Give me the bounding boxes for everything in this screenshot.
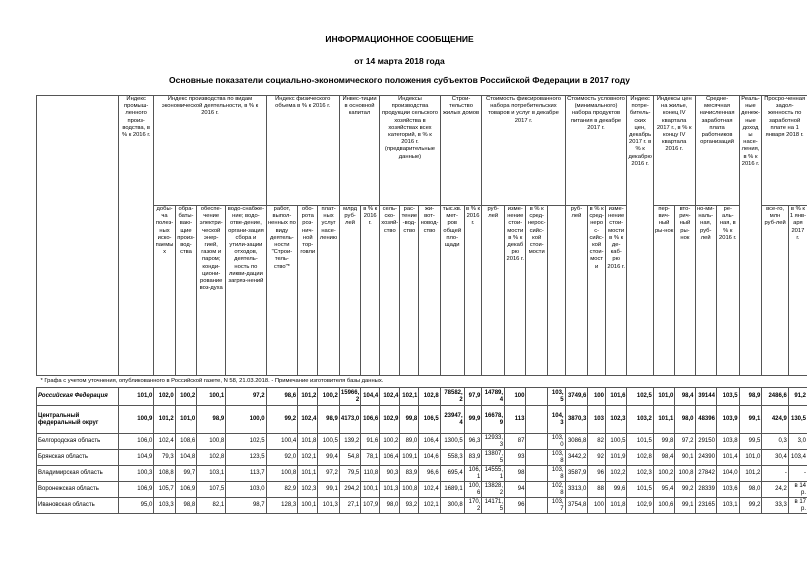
table-cell: 96,3 — [464, 434, 482, 450]
table-cell: 100,1 — [197, 388, 226, 406]
table-cell — [526, 388, 547, 406]
table-cell: 102,1 — [400, 388, 419, 406]
table-cell: 98,4 — [675, 388, 695, 406]
table-cell: 24,2 — [762, 482, 788, 498]
table-cell: 102,1 — [419, 498, 440, 514]
table-cell: 102,8 — [419, 388, 440, 406]
table-cell: 89,0 — [400, 434, 419, 450]
table-cell: 99,1 — [675, 498, 695, 514]
table-cell: 82,9 — [266, 482, 298, 498]
table-cell: 92,0 — [266, 450, 298, 466]
table-cell: 102,4 — [419, 482, 440, 498]
column-subheader: обо-рота роз-нич-ной тор-говли — [298, 206, 318, 376]
column-subheader: изме-нение стои-мости в % к декабрю 2016 г. — [505, 206, 526, 376]
table-cell: 100 — [588, 498, 606, 514]
table-cell: 83,9 — [464, 450, 482, 466]
table-cell: 1300,5 — [440, 434, 464, 450]
table-cell: 102,2 — [605, 466, 626, 482]
region-name: Центральный федеральный округ — [37, 406, 119, 434]
table-cell: 106,1 — [464, 466, 482, 482]
column-header: Индексы производства продукции сельского хозяйства в хозяйствах всех категорий, в % к 2016 г. (предварительные данные) — [380, 96, 441, 206]
table-cell: 93,2 — [400, 498, 419, 514]
table-cell: 103,7 — [547, 498, 565, 514]
table-cell: 98,9 — [197, 406, 226, 434]
table-cell: 103,8 — [547, 450, 565, 466]
table-cell: 103,9 — [716, 406, 739, 434]
table-cell — [526, 498, 547, 514]
column-subheader: млрд руб-лей — [339, 206, 360, 376]
table-row — [37, 406, 807, 434]
table-cell: 108,6 — [175, 434, 196, 450]
table-cell: 103,4 — [788, 450, 807, 466]
column-subheader: вто-рич-ный ры-нок — [675, 206, 695, 376]
table-cell: 103,3 — [154, 498, 175, 514]
table-cell: в 14 р. — [788, 482, 807, 498]
table-cell: 102,3 — [605, 406, 626, 434]
table-cell: 100,4 — [266, 434, 298, 450]
table-cell: 13828,2 — [482, 482, 505, 498]
column-subheader: тыс.кв. мет-ров общей пло-щади — [440, 206, 464, 376]
table-cell: 99,2 — [266, 406, 298, 434]
column-header: Индекс потре-битель-ских цен, декабрь 2017 г. в % к декабрю 2016 г. — [627, 96, 653, 376]
table-cell: 4173,0 — [339, 406, 360, 434]
table-cell: 100,8 — [675, 466, 695, 482]
table-cell: 101,6 — [605, 388, 626, 406]
table-cell: 98,8 — [175, 498, 196, 514]
column-header: Индекс промыш-ленного произ-водства, в % к 2016 г. — [119, 96, 154, 376]
table-cell: 100,0 — [226, 406, 266, 434]
table-cell: 123,5 — [226, 450, 266, 466]
table-cell: 78582,2 — [440, 388, 464, 406]
column-header: Инвес-тиции в основной капитал — [339, 96, 379, 206]
column-subheader: водо-снабже-ние; водо-отве-дение, органи-зация сбора и утили-зации отходов, деятель-ность по ликви-дации загряз-нений — [226, 206, 266, 376]
table-cell: 99,5 — [739, 434, 762, 450]
table-cell: 102,4 — [154, 434, 175, 450]
table-cell: 106,9 — [119, 482, 154, 498]
table-cell: 113,7 — [226, 466, 266, 482]
table-cell: 104,9 — [119, 450, 154, 466]
table-cell: 101,0 — [175, 406, 196, 434]
table-cell: 24390 — [695, 450, 716, 466]
table-cell: 99,4 — [318, 450, 339, 466]
table-cell: 102,1 — [298, 450, 318, 466]
table-cell: 99,9 — [464, 406, 482, 434]
footnote: * Графа с учетом уточнения, опубликованного в Российской газете, N 58, 21.03.2018. - Примечание изготовителя базы данных. — [37, 376, 807, 388]
table-cell: 98,0 — [675, 406, 695, 434]
table-cell: 100,5 — [318, 434, 339, 450]
table-cell: 106,6 — [361, 406, 380, 434]
table-cell: 101,3 — [380, 482, 400, 498]
table-cell: 101,2 — [154, 406, 175, 434]
table-cell: 96,6 — [419, 466, 440, 482]
column-subheader: в % к 1 янв-аря 2017 г. — [788, 206, 807, 376]
table-cell: 82 — [588, 434, 606, 450]
table-cell: 95,0 — [119, 498, 154, 514]
table-cell: 82,1 — [197, 498, 226, 514]
table-cell: 100,5 — [605, 434, 626, 450]
table-cell: 98 — [505, 466, 526, 482]
table-cell: 39144 — [695, 388, 716, 406]
table-cell: 101,8 — [605, 498, 626, 514]
table-cell: 101,1 — [653, 406, 674, 434]
table-cell: 3749,6 — [565, 388, 588, 406]
region-name: Российская Федерация — [37, 388, 119, 406]
table-cell: 2486,6 — [762, 388, 788, 406]
table-cell: 98,0 — [380, 498, 400, 514]
column-subheader: все-го, млн руб-лей — [762, 206, 788, 376]
table-cell: 16678,9 — [482, 406, 505, 434]
column-subheader — [547, 206, 565, 376]
table-cell: 103,1 — [197, 466, 226, 482]
table-cell: 103,6 — [716, 482, 739, 498]
table-cell: 88 — [588, 482, 606, 498]
column-subheader: сель-ско-хозяй-ство — [380, 206, 400, 376]
column-subheader: но-ми-наль-ная, руб-лей — [695, 206, 716, 376]
column-subheader: рас-тение-вод-ство — [400, 206, 419, 376]
table-cell: 424,9 — [762, 406, 788, 434]
table-cell: 128,3 — [266, 498, 298, 514]
document-subtitle: Основные показатели социально-экономического положения субъектов Российской Федерации в 2017 году — [169, 75, 630, 85]
table-cell: 101,0 — [739, 450, 762, 466]
table-cell: 102,8 — [197, 450, 226, 466]
table-cell: 100 — [588, 388, 606, 406]
table-cell: 48396 — [695, 406, 716, 434]
table-cell: 14789,4 — [482, 388, 505, 406]
table-cell: 102,9 — [380, 406, 400, 434]
column-header: Стоимость условного (минимального) набора продуктов питания в декабре 2017 г. — [565, 96, 627, 206]
table-cell: 95,4 — [653, 482, 674, 498]
table-cell: 101,0 — [653, 388, 674, 406]
table-cell: 101,5 — [627, 434, 653, 450]
table-cell: 104,4 — [361, 388, 380, 406]
table-cell: 97,2 — [318, 466, 339, 482]
table-cell: 102,8 — [547, 482, 565, 498]
column-header: Средне-месячная начисленная заработная плата работников организаций — [695, 96, 739, 206]
table-cell: 101,0 — [119, 388, 154, 406]
table-cell: 91,2 — [788, 388, 807, 406]
table-cell: 100 — [505, 388, 526, 406]
table-cell: 12933,3 — [482, 434, 505, 450]
table-cell: 94 — [505, 482, 526, 498]
region-name: Ивановская область — [37, 498, 119, 514]
table-cell: 108,8 — [154, 466, 175, 482]
table-cell: 100,2 — [175, 388, 196, 406]
table-cell: 109,1 — [400, 450, 419, 466]
table-cell: 28339 — [695, 482, 716, 498]
document-date: от 14 марта 2018 года — [354, 56, 445, 66]
column-subheader: в % к 2016 г. — [464, 206, 482, 376]
column-subheader: ре-аль-ная, в % к 2016 г. — [716, 206, 739, 376]
column-subheader: изме-нение стои-мости в % к де-каб-рю 2016 г. — [605, 206, 626, 376]
table-cell: 3587,9 — [565, 466, 588, 482]
table-cell: 100,3 — [119, 466, 154, 482]
table-cell — [526, 450, 547, 466]
column-subheader: в % к сред-нерос-сийс-кой стои-мости — [526, 206, 547, 376]
table-cell: 14555,1 — [482, 466, 505, 482]
table-cell: 100,1 — [361, 482, 380, 498]
table-cell: 100,8 — [400, 482, 419, 498]
table-cell: 100,1 — [298, 498, 318, 514]
indicators-table — [36, 95, 807, 514]
table-cell: 97,9 — [464, 388, 482, 406]
table-cell: 103,0 — [226, 482, 266, 498]
table-cell: 106,5 — [419, 406, 440, 434]
column-subheader: пер-вич-ный ры-нок — [653, 206, 674, 376]
table-cell: 3,0 — [788, 434, 807, 450]
column-subheader: в % к 2016 г. — [361, 206, 380, 376]
table-cell: 27,1 — [339, 498, 360, 514]
table-cell: 113 — [505, 406, 526, 434]
table-cell: 103 — [588, 406, 606, 434]
table-cell: 103,8 — [547, 466, 565, 482]
table-cell: 102,5 — [226, 434, 266, 450]
column-header: Просро-ченная задол-женность по заработной плате на 1 января 2018 г. — [762, 96, 807, 206]
column-subheader: обра-баты-ваю-щие произ-вод-ства — [175, 206, 196, 376]
table-cell — [526, 482, 547, 498]
table-cell: 96 — [588, 466, 606, 482]
table-cell: 83,9 — [400, 466, 419, 482]
table-cell: 33,3 — [762, 498, 788, 514]
table-cell: 23165 — [695, 498, 716, 514]
table-cell: 102,8 — [627, 450, 653, 466]
table-cell: 139,2 — [339, 434, 360, 450]
column-header: Реаль-ные денеж-ные доходы насе-ления, в % к 2016 г. — [739, 96, 762, 376]
table-cell: 27842 — [695, 466, 716, 482]
region-name: Белгородская область — [37, 434, 119, 450]
table-cell: 1689,1 — [440, 482, 464, 498]
table-cell: 98,9 — [739, 388, 762, 406]
table-cell: 104,8 — [175, 450, 196, 466]
table-cell: 98,4 — [653, 450, 674, 466]
table-cell: 102,4 — [380, 388, 400, 406]
header-corner — [37, 96, 119, 376]
table-cell: 99,2 — [739, 498, 762, 514]
table-cell: 3870,3 — [565, 406, 588, 434]
table-cell: 99,2 — [675, 482, 695, 498]
table-cell: 103,5 — [547, 388, 565, 406]
table-cell: 92 — [588, 450, 606, 466]
region-name: Воронежская область — [37, 482, 119, 498]
table-row — [37, 450, 807, 466]
table-cell: 102,4 — [298, 406, 318, 434]
column-header: Индексы цен на жилье, конец IV квартала 2017 г., в % к концу IV квартала 2016 г. — [653, 96, 695, 206]
table-cell: 15966,2 — [339, 388, 360, 406]
table-cell: 99,7 — [175, 466, 196, 482]
table-cell: 100,2 — [318, 388, 339, 406]
table-cell: 103,8 — [716, 434, 739, 450]
table-cell: 101,8 — [298, 434, 318, 450]
table-cell: 100,8 — [266, 466, 298, 482]
table-cell: 695,4 — [440, 466, 464, 482]
column-subheader: обеспе-чение электри-ческой энер-гией, газом и паром; конди-циони-рование воз-духа — [197, 206, 226, 376]
table-cell: 78,1 — [361, 450, 380, 466]
column-header: Стоимость фиксированного набора потребительских товаров и услуг в декабре 2017 г. — [482, 96, 565, 206]
table-cell: 300,8 — [440, 498, 464, 514]
table-cell: 102,0 — [154, 388, 175, 406]
table-cell: - — [762, 466, 788, 482]
region-name: Брянская область — [37, 450, 119, 466]
table-cell: 107,5 — [197, 482, 226, 498]
table-cell: 101,4 — [716, 450, 739, 466]
table-cell: 98,9 — [318, 406, 339, 434]
table-cell: 3086,8 — [565, 434, 588, 450]
table-cell: 91,6 — [361, 434, 380, 450]
region-name: Владимирская область — [37, 466, 119, 482]
column-subheader: добы-ча полез-ных иско-паемых — [154, 206, 175, 376]
table-cell: 100,2 — [380, 434, 400, 450]
table-cell: 106,0 — [119, 434, 154, 450]
table-cell: 30,4 — [762, 450, 788, 466]
column-subheader: работ, выпол-ненных по виду деятель-ности "Строи-тель-ство"* — [266, 206, 298, 376]
column-header: Индекс физического объема в % к 2016 г. — [266, 96, 339, 206]
table-row — [37, 466, 807, 482]
table-row — [37, 482, 807, 498]
column-subheader: в % к сред-нерос-сийс-кой стои-мости — [588, 206, 606, 376]
table-cell: 101,2 — [739, 466, 762, 482]
document-title: ИНФОРМАЦИОННОЕ СООБЩЕНИЕ — [325, 34, 474, 44]
table-row — [37, 434, 807, 450]
table-cell: 294,2 — [339, 482, 360, 498]
table-row — [37, 498, 807, 514]
table-cell: 101,2 — [298, 388, 318, 406]
table-cell: 102,5 — [627, 388, 653, 406]
table-cell: 101,1 — [298, 466, 318, 482]
table-cell: 54,8 — [339, 450, 360, 466]
table-cell: 99,1 — [318, 482, 339, 498]
table-cell: 106,9 — [175, 482, 196, 498]
column-header: Индекс производства по видам экономической деятельности, в % к 2016 г. — [154, 96, 266, 206]
table-cell — [526, 434, 547, 450]
table-cell: 98,6 — [266, 388, 298, 406]
table-cell: 93 — [505, 450, 526, 466]
column-subheader: жи-вот-новод-ство — [419, 206, 440, 376]
table-cell: 99,8 — [653, 434, 674, 450]
table-cell: 110,8 — [361, 466, 380, 482]
table-cell: 100,2 — [653, 466, 674, 482]
table-cell: 29150 — [695, 434, 716, 450]
table-cell: 79,5 — [339, 466, 360, 482]
table-cell: 104,3 — [547, 406, 565, 434]
table-cell: 98,7 — [226, 498, 266, 514]
table-cell: 23947,4 — [440, 406, 464, 434]
table-cell: 79,3 — [154, 450, 175, 466]
table-cell: 101,9 — [605, 450, 626, 466]
table-cell: 3442,2 — [565, 450, 588, 466]
table-cell: 0,3 — [762, 434, 788, 450]
table-cell: 104,6 — [419, 450, 440, 466]
table-cell: 106,4 — [380, 450, 400, 466]
column-subheader: руб-лей — [565, 206, 588, 376]
table-cell: 106,4 — [419, 434, 440, 450]
table-cell: 103,5 — [716, 388, 739, 406]
table-cell: 90,1 — [675, 450, 695, 466]
table-row — [37, 388, 807, 406]
table-cell: 103,1 — [716, 498, 739, 514]
table-cell: 102,3 — [627, 466, 653, 482]
table-cell: 13807,5 — [482, 450, 505, 466]
table-cell: 96 — [505, 498, 526, 514]
table-cell: 87 — [505, 434, 526, 450]
table-cell: 97,2 — [226, 388, 266, 406]
table-cell: 104,0 — [716, 466, 739, 482]
table-cell: - — [788, 466, 807, 482]
table-cell: 170,2 — [464, 498, 482, 514]
column-subheader: плат-ных услуг насе-лению — [318, 206, 339, 376]
table-cell: 3313,0 — [565, 482, 588, 498]
table-cell: в 17 р. — [788, 498, 807, 514]
table-cell: 98,0 — [739, 482, 762, 498]
table-cell: 558,3 — [440, 450, 464, 466]
table-cell: 100,6 — [653, 498, 674, 514]
table-cell: 101,5 — [627, 482, 653, 498]
table-cell: 99,1 — [739, 406, 762, 434]
column-subheader: руб-лей — [482, 206, 505, 376]
table-cell: 102,9 — [627, 498, 653, 514]
table-cell: 14171,5 — [482, 498, 505, 514]
table-cell: 90,3 — [380, 466, 400, 482]
table-cell: 97,2 — [675, 434, 695, 450]
table-cell — [526, 406, 547, 434]
table-cell: 3754,8 — [565, 498, 588, 514]
table-cell: 100,6 — [464, 482, 482, 498]
table-cell — [526, 466, 547, 482]
table-cell: 100,8 — [197, 434, 226, 450]
table-cell: 100,9 — [119, 406, 154, 434]
table-cell: 103,2 — [627, 406, 653, 434]
table-cell: 107,9 — [361, 498, 380, 514]
table-cell: 99,6 — [605, 482, 626, 498]
table-cell: 99,8 — [400, 406, 419, 434]
table-cell: 103,0 — [547, 434, 565, 450]
column-header: Строи-тельство жилых домов — [440, 96, 482, 206]
table-cell: 130,5 — [788, 406, 807, 434]
table-cell: 101,3 — [318, 498, 339, 514]
table-cell: 105,7 — [154, 482, 175, 498]
table-cell: 102,3 — [298, 482, 318, 498]
